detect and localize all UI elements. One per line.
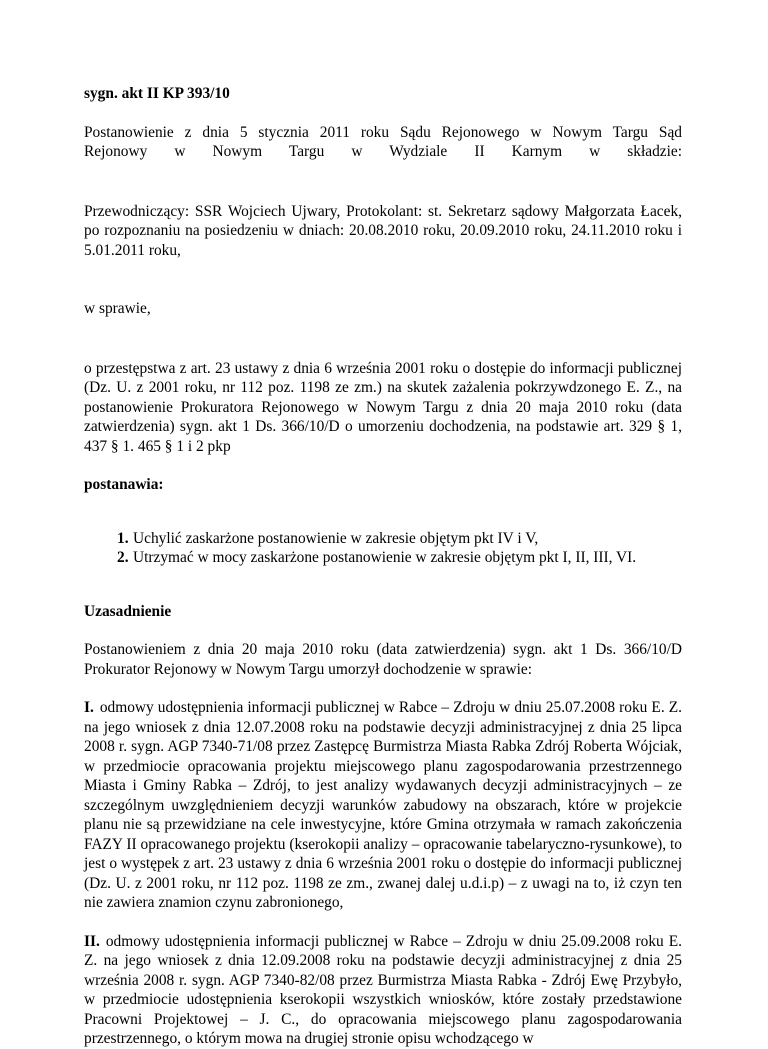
decision-item [117,529,682,549]
decision-item-number: 1. [117,529,129,547]
case-reference: sygn. akt II KP 393/10 [84,85,230,102]
point-number: I. [84,699,94,716]
court-intro-line-2: Rejonowy w Nowym Targu w Wydziale II Karnym w składzie: [84,143,682,160]
matter-label: w sprawie, [84,300,151,317]
decision-item-number: 2. [117,549,129,566]
justification-point-2 [84,932,682,1049]
court-intro [84,123,682,162]
point-text: odmowy udostępnienia informacji publicznej w Rabce – Zdroju w dniu 25.07.2008 roku E. Z. na jego wniosek z dnia 12.07.2008 roku na podstawie decyzji administracyjnej z dnia 25 lipca 2008 r. sygn. AGP 7340-71/08 przez Zastępcę Burmistrza Miasta Rabka Zdrój Roberta Wójciak, w przedmiocie opracowania projektu miejscowego planu zagospodarowania przestrzennego Miasta i Gminy Rabka – Zdrój, to jest analizy wydawanych decyzji administracyjnych – ze szczególnym uwzględnieniem decyzji warunków zabudowy na obszarach, które w projekcie planu nie są przewidziane na cele inwestycyjne, które Gmina otrzymała w ramach zakończenia FAZY II opracowanego projektu (kserokopii analizy – opracowanie tabelaryczno-rysunkowe), to jest o występek z art. 23 ustawy z dnia 6 września 2001 roku o dostępie do informacji publicznej (Dz. U. z 2001 roku, nr 112 poz. 1198 ze zm., zwanej dalej u.d.i.p) – z uwagi na to, iż czyn ten nie zawiera znamion czynu zabronionego, [84,699,682,911]
justification-heading: Uzasadnienie [84,602,172,620]
point-text: odmowy udostępnienia informacji publicznej w Rabce – Zdroju w dniu 25.09.2008 roku E. Z. na jego wniosek z dnia 12.09.2008 roku na podstawie decyzji administracyjnej z dnia 25 września 2008 r. sygn. AGP 7340-82/08 przez Burmistrza Miasta Rabka - Zdrój Ewę Przybyło, w przedmiocie udostępnienia kserokopii wszystkich wniosków, które zostały przedstawione Pracowni Projektowej – J. C., do opracowania miejscowego planu zagospodarowania przestrzennego, o którym mowa na drugiej stronie opisu wchodzącego w [84,932,682,1047]
court-composition: Przewodniczący: SSR Wojciech Ujwary, Protokolant: st. Sekretarz sądowy Małgorzata Łacek, po rozpoznaniu na posiedzeniu w dniach: 20.08.2010 roku, 20.09.2010 roku, 24.11.2010 roku i 5.01.2011 roku, [84,202,682,259]
point-number: II. [84,932,100,950]
court-intro-line-1: Postanowienie z dnia 5 stycznia 2011 roku Sądu Rejonowego w Nowym Targu Sąd [84,123,682,141]
decision-list [84,529,682,568]
matter-description: o przestępstwa z art. 23 ustawy z dnia 6 września 2001 roku o dostępie do informacji publicznej (Dz. U. z 2001 roku, nr 112 poz. 1198 ze zm.) na skutek zażalenia pokrzywdzonego E. Z., na postanowienie Prokuratora Rejonowego w Nowym Targu z dnia 20 maja 2010 roku (data zatwierdzenia) sygn. akt 1 Ds. 366/10/D o umorzeniu dochodzenia, na podstawie art. 329 § 1, 437 § 1. 465 § 1 i 2 pkp [84,359,682,455]
justification-intro: Postanowieniem z dnia 20 maja 2010 roku (data zatwierdzenia) sygn. akt 1 Ds. 366/10/D Prokurator Rejonowy w Nowym Targu umorzył dochodzenie w sprawie: [84,641,682,678]
decision-heading: postanawia: [84,476,164,493]
decision-item-text: Uchylić zaskarżone postanowienie w zakresie objętym pkt IV i V, [133,529,539,547]
justification-point-1 [84,698,682,913]
decision-item [117,548,682,568]
decision-item-text: Utrzymać w mocy zaskarżone postanowienie w zakresie objętym pkt I, II, III, VI. [133,549,637,566]
